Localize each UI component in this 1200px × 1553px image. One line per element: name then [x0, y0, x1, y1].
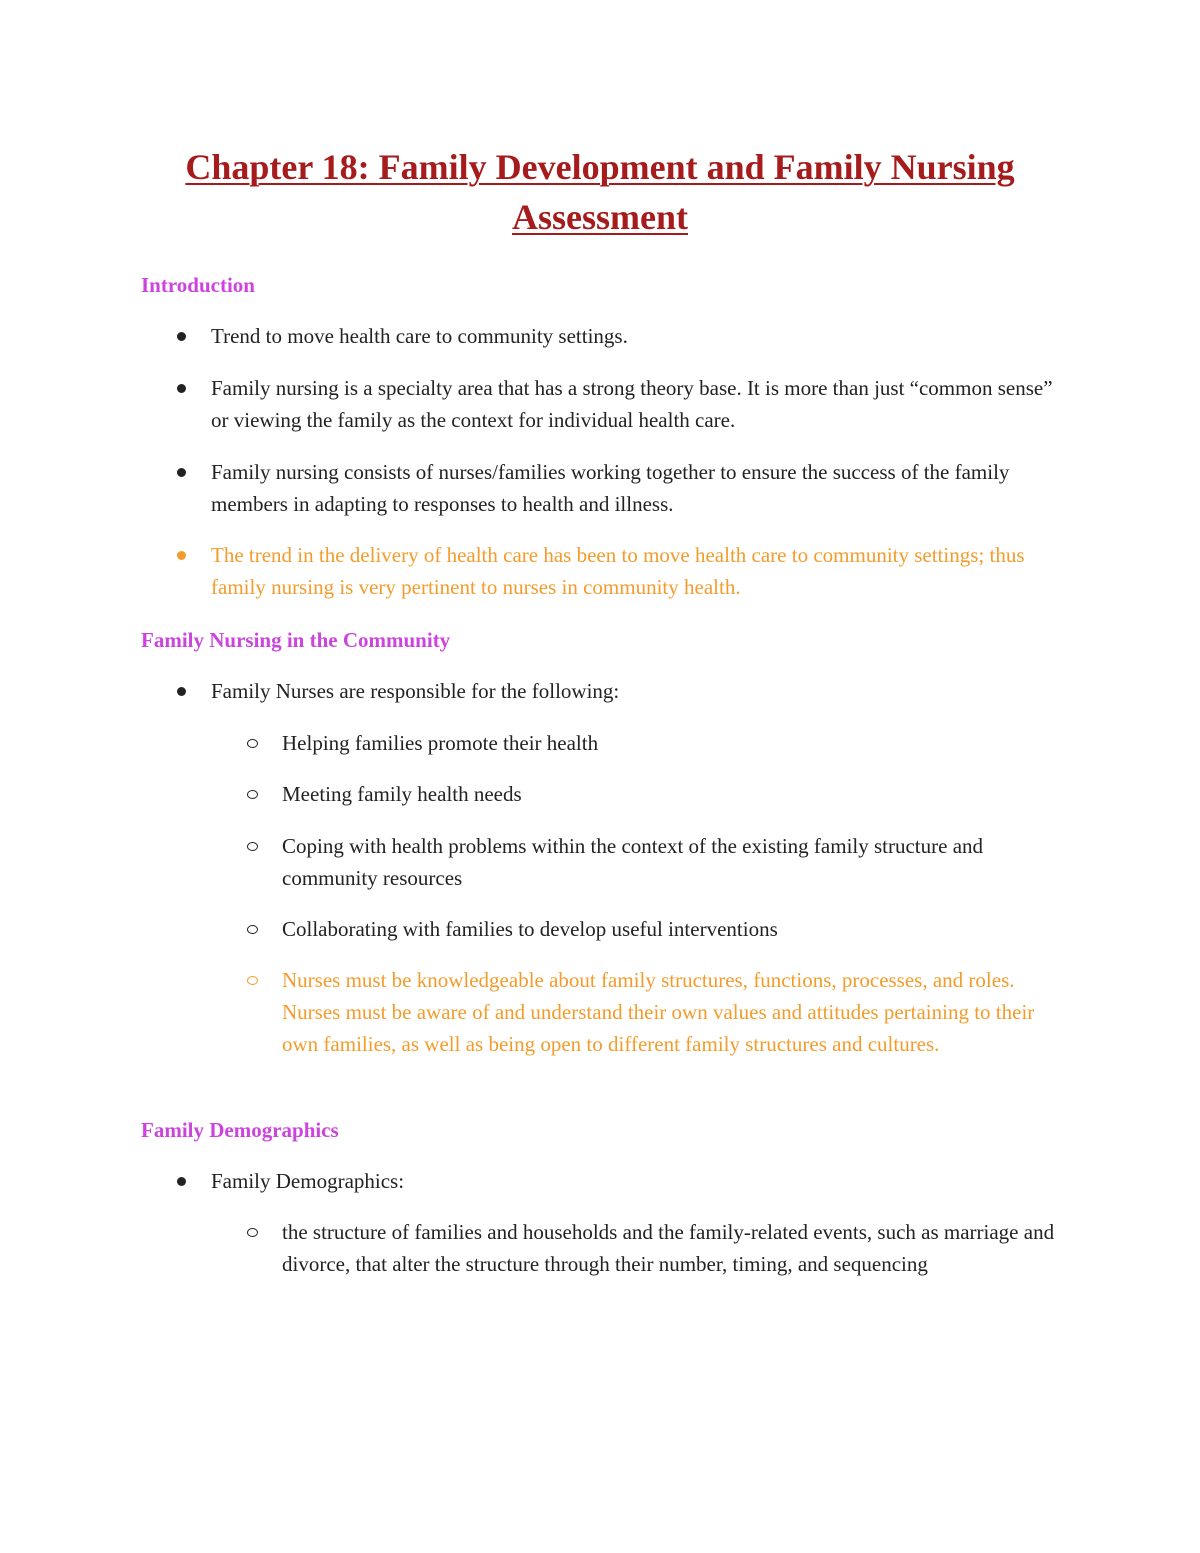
sub-list-item-text: Collaborating with families to develop useful interventions: [282, 917, 778, 941]
bullet-circle-icon: [247, 1228, 258, 1237]
list-item-text: Family Nurses are responsible for the following:: [211, 679, 620, 703]
list-item-text: Family nursing is a specialty area that has a strong theory base. It is more than just “common sense” or viewing the family as the context for individual health care.: [211, 376, 1053, 432]
sub-list-item-highlighted: [282, 964, 1072, 1060]
bullet-dot-icon: [177, 384, 186, 393]
sub-list-item: [282, 913, 1072, 945]
list-item-text: Family nursing consists of nurses/families working together to ensure the success of the family members in adapting to responses to health and illness.: [211, 460, 1010, 516]
list-item-text: Trend to move health care to community settings.: [211, 324, 628, 348]
list-item-text: The trend in the delivery of health care has been to move health care to community settings; thus family nursing is very pertinent to nurses in community health.: [211, 543, 1025, 599]
sub-list-item: [282, 727, 1072, 759]
list-item: [211, 675, 1071, 707]
sub-list-item-text: Nurses must be knowledgeable about family structures, functions, processes, and roles. Nurses must be aware of and understand their own values and attitudes pertaining to their own families, as well as being open to different family structures and cultures.: [282, 968, 1035, 1056]
bullet-circle-icon: [247, 925, 258, 934]
bullet-dot-icon: [177, 468, 186, 477]
bullet-circle-icon: [247, 842, 258, 851]
sub-list-item-text: Meeting family health needs: [282, 782, 522, 806]
list-item: [211, 456, 1071, 520]
sub-list-item-text: Coping with health problems within the context of the existing family structure and community resources: [282, 834, 984, 890]
bullet-dot-icon: [177, 1177, 186, 1186]
sub-list-item: [282, 1216, 1072, 1280]
bullet-circle-icon: [247, 976, 258, 985]
section-heading-introduction: Introduction: [141, 273, 255, 297]
bullet-dot-icon: [177, 687, 186, 696]
document-title: Chapter 18: Family Development and Family Nursing Assessment: [185, 147, 1015, 237]
bullet-circle-icon: [247, 790, 258, 799]
section-heading-family-nursing-in-the-community: Family Nursing in the Community: [141, 628, 451, 652]
bullet-dot-icon: [177, 551, 186, 560]
sub-list-item-text: Helping families promote their health: [282, 731, 599, 755]
bullet-dot-icon: [177, 332, 186, 341]
section-heading-family-demographics: Family Demographics: [141, 1118, 339, 1142]
sub-list-item-text: the structure of families and households and the family-related events, such as marriage and divorce, that alter the structure through their number, timing, and sequencing: [282, 1220, 1055, 1276]
bullet-circle-icon: [247, 739, 258, 748]
list-item-text: Family Demographics:: [211, 1169, 405, 1193]
list-item-highlighted: [211, 539, 1071, 603]
sub-list-item: [282, 778, 1072, 810]
list-item: [211, 372, 1071, 436]
sub-list-item: [282, 830, 1072, 894]
list-item: [211, 1165, 1071, 1197]
list-item: [211, 320, 1071, 352]
